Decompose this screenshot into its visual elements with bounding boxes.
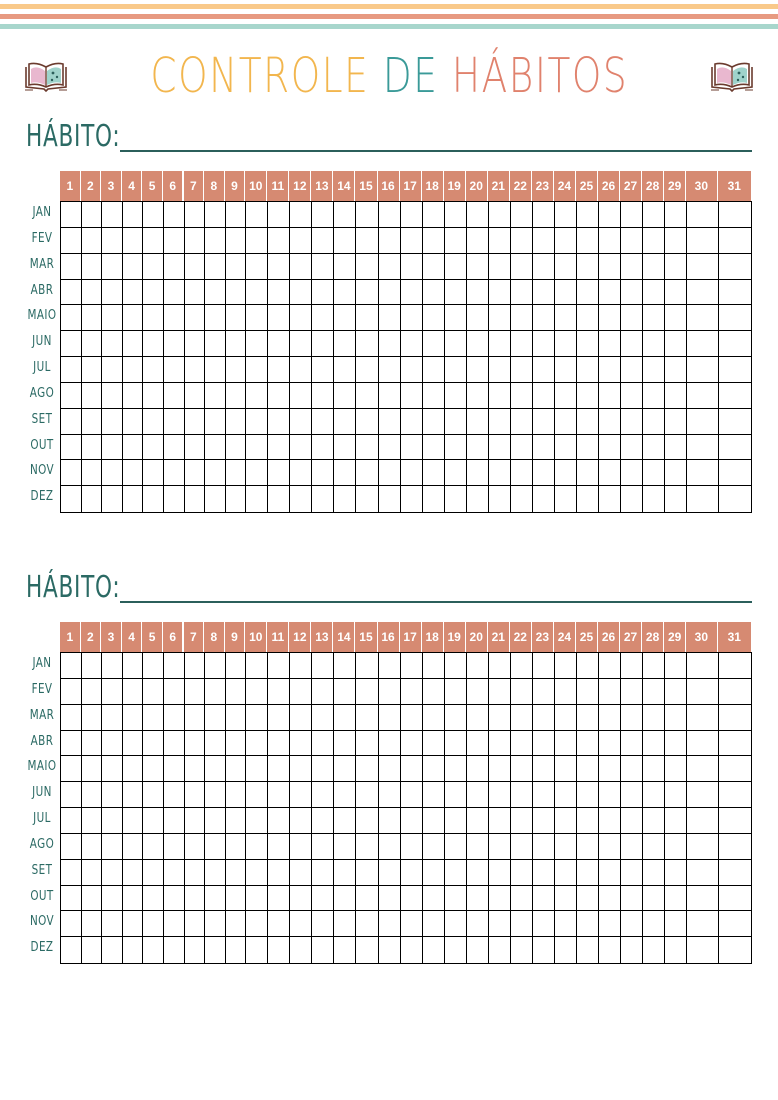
grid-row-line xyxy=(61,459,751,460)
grid-column-line xyxy=(142,653,143,963)
grid-column-line xyxy=(400,202,401,512)
day-header-cell: 24 xyxy=(554,171,576,201)
day-header-cell: 21 xyxy=(488,171,510,201)
day-header-cell: 18 xyxy=(422,171,444,201)
habit-label: HÁBITO: xyxy=(26,570,121,605)
tracking-cells[interactable] xyxy=(60,652,752,964)
day-header-cell: 22 xyxy=(510,171,532,201)
day-header-cell: 21 xyxy=(488,622,510,652)
day-header-cell: 25 xyxy=(576,171,598,201)
day-header-row xyxy=(60,171,752,201)
day-header-cell: 11 xyxy=(267,622,289,652)
grid-column-line xyxy=(642,202,643,512)
grid-column-line xyxy=(204,653,205,963)
day-header-cell: 15 xyxy=(355,171,377,201)
day-header-cell: 14 xyxy=(333,622,355,652)
stripe-bottom xyxy=(0,24,778,29)
grid-column-line xyxy=(510,653,511,963)
day-header-cell: 26 xyxy=(598,171,620,201)
day-header-cell: 5 xyxy=(142,622,163,652)
day-header-cell: 2 xyxy=(81,622,102,652)
day-header-cell: 3 xyxy=(101,171,122,201)
day-header-cell: 8 xyxy=(204,622,225,652)
grid-row-line xyxy=(61,885,751,886)
month-label: JUN xyxy=(32,785,52,801)
grid-column-line xyxy=(422,202,423,512)
grid-column-line xyxy=(488,653,489,963)
open-book-icon xyxy=(23,59,69,93)
habit-grid-2 xyxy=(60,622,752,964)
grid-row-line xyxy=(61,279,751,280)
day-header-cell: 10 xyxy=(245,171,267,201)
grid-column-line xyxy=(289,653,290,963)
month-label: AGO xyxy=(29,836,55,852)
habit-heading-1 xyxy=(26,120,752,154)
habit-grid-1 xyxy=(60,171,752,513)
month-label: NOV xyxy=(29,914,55,930)
grid-column-line xyxy=(686,653,687,963)
grid-column-line xyxy=(554,202,555,512)
grid-column-line xyxy=(225,653,226,963)
grid-row-line xyxy=(61,781,751,782)
month-label: FEV xyxy=(31,230,53,246)
day-header-cell: 27 xyxy=(620,622,642,652)
grid-row-line xyxy=(61,227,751,228)
month-label: JAN xyxy=(32,656,52,671)
day-header-cell: 30 xyxy=(686,171,717,201)
grid-column-line xyxy=(142,202,143,512)
day-header-cell: 5 xyxy=(142,171,163,201)
day-header-cell: 15 xyxy=(355,622,377,652)
day-header-cell: 26 xyxy=(598,622,620,652)
month-label: MAR xyxy=(29,707,55,723)
day-header-cell: 19 xyxy=(444,171,466,201)
grid-row-line xyxy=(61,330,751,331)
grid-column-line xyxy=(718,653,719,963)
month-label: DEZ xyxy=(30,940,54,956)
grid-column-line xyxy=(598,653,599,963)
month-label: MAIO xyxy=(27,759,57,775)
grid-row-line xyxy=(61,859,751,860)
day-header-cell: 25 xyxy=(576,622,598,652)
grid-column-line xyxy=(122,653,123,963)
title-word-habitos: HÁBITOS xyxy=(451,48,628,104)
grid-row-line xyxy=(61,755,751,756)
day-header-cell: 8 xyxy=(204,171,225,201)
month-label: JUL xyxy=(33,360,51,375)
grid-column-line xyxy=(122,202,123,512)
title-word-controle: CONTROLE xyxy=(150,48,370,104)
grid-column-line xyxy=(532,653,533,963)
month-label: OUT xyxy=(30,888,54,904)
grid-column-line xyxy=(642,653,643,963)
day-header-cell: 17 xyxy=(400,171,422,201)
grid-row-line xyxy=(61,678,751,679)
grid-column-line xyxy=(466,202,467,512)
grid-column-line xyxy=(184,653,185,963)
day-header-cell: 22 xyxy=(510,622,532,652)
day-header-cell: 20 xyxy=(466,171,488,201)
grid-column-line xyxy=(163,202,164,512)
grid-column-line xyxy=(355,653,356,963)
grid-row-line xyxy=(61,304,751,305)
day-header-cell: 14 xyxy=(333,171,355,201)
habit-heading-2 xyxy=(26,571,752,605)
day-header-cell: 16 xyxy=(378,622,400,652)
day-header-cell: 3 xyxy=(101,622,122,652)
day-header-cell: 27 xyxy=(620,171,642,201)
day-header-cell: 29 xyxy=(664,622,686,652)
month-label: JUN xyxy=(32,334,52,350)
grid-column-line xyxy=(488,202,489,512)
grid-column-line xyxy=(311,202,312,512)
day-header-cell: 29 xyxy=(664,171,686,201)
title-text xyxy=(150,44,628,108)
day-header-cell: 6 xyxy=(163,622,184,652)
day-header-cell: 2 xyxy=(81,171,102,201)
month-label: ABR xyxy=(30,733,54,749)
day-header-cell: 7 xyxy=(184,622,205,652)
tracking-cells[interactable] xyxy=(60,201,752,513)
month-label: MAR xyxy=(29,256,55,272)
grid-column-line xyxy=(333,202,334,512)
habit-label: HÁBITO: xyxy=(26,119,121,154)
day-header-cell: 9 xyxy=(225,622,246,652)
grid-column-line xyxy=(664,202,665,512)
grid-column-line xyxy=(532,202,533,512)
month-label: MAIO xyxy=(27,308,57,324)
grid-column-line xyxy=(225,202,226,512)
grid-column-line xyxy=(378,653,379,963)
grid-column-line xyxy=(554,653,555,963)
grid-row-line xyxy=(61,485,751,486)
month-label: DEZ xyxy=(30,489,54,505)
grid-row-line xyxy=(61,356,751,357)
grid-column-line xyxy=(444,653,445,963)
grid-row-line xyxy=(61,807,751,808)
day-header-cell: 17 xyxy=(400,622,422,652)
habit-name-line[interactable] xyxy=(120,150,752,152)
grid-column-line xyxy=(620,653,621,963)
grid-column-line xyxy=(267,653,268,963)
day-header-cell: 28 xyxy=(642,171,664,201)
day-header-cell: 23 xyxy=(532,171,554,201)
month-label: OUT xyxy=(30,437,54,453)
grid-row-line xyxy=(61,833,751,834)
grid-row-line xyxy=(61,434,751,435)
grid-column-line xyxy=(620,202,621,512)
day-header-cell: 6 xyxy=(163,171,184,201)
grid-column-line xyxy=(311,653,312,963)
day-header-row xyxy=(60,622,752,652)
grid-column-line xyxy=(466,653,467,963)
grid-column-line xyxy=(686,202,687,512)
month-label: SET xyxy=(31,862,53,878)
day-header-cell: 24 xyxy=(554,622,576,652)
grid-column-line xyxy=(163,653,164,963)
grid-row-line xyxy=(61,936,751,937)
grid-column-line xyxy=(81,653,82,963)
month-label: JUL xyxy=(33,811,51,826)
month-label: ABR xyxy=(30,282,54,298)
day-header-cell: 7 xyxy=(184,171,205,201)
title-word-de: DE xyxy=(382,48,439,104)
grid-column-line xyxy=(378,202,379,512)
day-header-cell: 13 xyxy=(311,171,333,201)
month-label: AGO xyxy=(29,385,55,401)
day-header-cell: 20 xyxy=(466,622,488,652)
grid-column-line xyxy=(267,202,268,512)
day-header-cell: 19 xyxy=(444,622,466,652)
day-header-cell: 12 xyxy=(289,171,311,201)
grid-column-line xyxy=(245,202,246,512)
grid-column-line xyxy=(101,653,102,963)
day-header-cell: 16 xyxy=(378,171,400,201)
grid-column-line xyxy=(400,653,401,963)
day-header-cell: 12 xyxy=(289,622,311,652)
grid-column-line xyxy=(101,202,102,512)
month-label: SET xyxy=(31,411,53,427)
grid-column-line xyxy=(576,653,577,963)
grid-column-line xyxy=(355,202,356,512)
grid-column-line xyxy=(510,202,511,512)
day-header-cell: 30 xyxy=(686,622,717,652)
month-label: JAN xyxy=(32,205,52,220)
day-header-cell: 4 xyxy=(122,171,143,201)
grid-column-line xyxy=(422,653,423,963)
grid-column-line xyxy=(718,202,719,512)
grid-row-line xyxy=(61,382,751,383)
month-label: FEV xyxy=(31,681,53,697)
day-header-cell: 9 xyxy=(225,171,246,201)
day-header-cell: 10 xyxy=(245,622,267,652)
grid-column-line xyxy=(576,202,577,512)
day-header-cell: 31 xyxy=(718,622,752,652)
grid-column-line xyxy=(333,653,334,963)
grid-column-line xyxy=(204,202,205,512)
day-header-cell: 1 xyxy=(60,171,81,201)
day-header-cell: 31 xyxy=(718,171,752,201)
habit-name-line[interactable] xyxy=(120,601,752,603)
day-header-cell: 13 xyxy=(311,622,333,652)
grid-column-line xyxy=(245,653,246,963)
day-header-cell: 18 xyxy=(422,622,444,652)
day-header-cell: 4 xyxy=(122,622,143,652)
grid-row-line xyxy=(61,730,751,731)
stripe-top xyxy=(0,4,778,9)
grid-row-line xyxy=(61,253,751,254)
grid-column-line xyxy=(664,653,665,963)
grid-row-line xyxy=(61,910,751,911)
day-header-cell: 1 xyxy=(60,622,81,652)
grid-row-line xyxy=(61,704,751,705)
grid-column-line xyxy=(444,202,445,512)
day-header-cell: 23 xyxy=(532,622,554,652)
page-title xyxy=(0,44,778,108)
open-book-icon xyxy=(709,59,755,93)
grid-column-line xyxy=(184,202,185,512)
day-header-cell: 28 xyxy=(642,622,664,652)
grid-column-line xyxy=(81,202,82,512)
day-header-cell: 11 xyxy=(267,171,289,201)
grid-column-line xyxy=(289,202,290,512)
grid-column-line xyxy=(598,202,599,512)
grid-row-line xyxy=(61,408,751,409)
month-label: NOV xyxy=(29,463,55,479)
stripe-middle xyxy=(0,14,778,19)
